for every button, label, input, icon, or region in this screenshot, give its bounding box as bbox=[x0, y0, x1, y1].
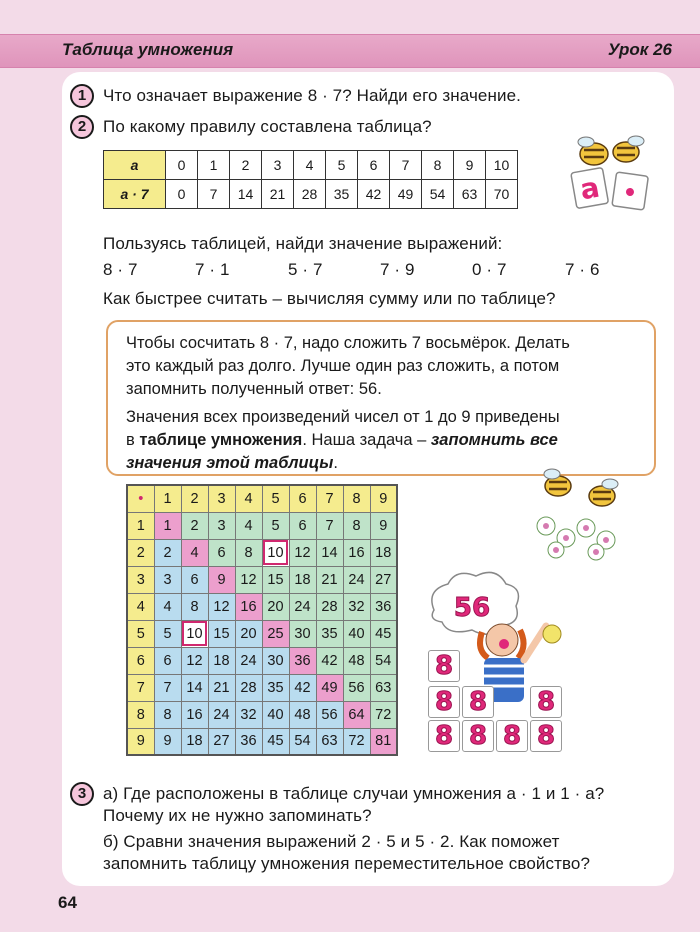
mult-cell: 8 bbox=[343, 512, 370, 539]
mult-cell: 5 bbox=[154, 620, 181, 647]
mult-row bbox=[127, 620, 397, 647]
mult-cell: 8 bbox=[235, 539, 262, 566]
expression: 7 · 9 bbox=[380, 260, 415, 279]
task-question: Как быстрее считать – вычисляя сумму или по таблице? bbox=[103, 289, 556, 308]
mult-row bbox=[127, 728, 397, 755]
mult-cell: 14 bbox=[181, 674, 208, 701]
a-cell: 0 bbox=[166, 151, 198, 180]
row-label-a7: a · 7 bbox=[104, 180, 166, 209]
mult-cell: 32 bbox=[235, 701, 262, 728]
a-cell: 10 bbox=[486, 151, 518, 180]
mult-cell: 32 bbox=[343, 593, 370, 620]
mult-cell: 24 bbox=[235, 647, 262, 674]
a-cell: 3 bbox=[262, 151, 294, 180]
mult-cell: 25 bbox=[262, 620, 289, 647]
mult-cell: 48 bbox=[343, 647, 370, 674]
rule-goal-emphasis: запомнить все bbox=[430, 431, 558, 449]
expression: 7 · 1 bbox=[195, 260, 230, 279]
a7-cell: 54 bbox=[422, 180, 454, 209]
question-3a-line-1: а) Где расположены в таблице случаи умножения a · 1 и 1 · a? bbox=[103, 784, 605, 803]
expression: 0 · 7 bbox=[472, 260, 507, 279]
mult-cell: 28 bbox=[316, 593, 343, 620]
row-label-a: a bbox=[104, 151, 166, 180]
mult-cell: 64 bbox=[343, 701, 370, 728]
mult-cell: 63 bbox=[370, 674, 397, 701]
mult-cell: 15 bbox=[262, 566, 289, 593]
mult-row bbox=[127, 593, 397, 620]
eight-card: 8 bbox=[462, 720, 494, 752]
task-intro: Пользуясь таблицей, найди значение выражений: bbox=[103, 234, 503, 253]
mult-cell: 54 bbox=[289, 728, 316, 755]
bees-flowers-illustration bbox=[528, 466, 628, 562]
mult-cell: 3 bbox=[154, 566, 181, 593]
mult-cell: 63 bbox=[316, 728, 343, 755]
mult-cell: 7 bbox=[316, 512, 343, 539]
mult-row-header: 6 bbox=[127, 647, 154, 674]
mult-cell: 30 bbox=[262, 647, 289, 674]
a7-row bbox=[104, 180, 518, 209]
eight-card: 8 bbox=[530, 720, 562, 752]
mult-cell: 56 bbox=[316, 701, 343, 728]
mult-cell: 8 bbox=[154, 701, 181, 728]
mult-cell: 3 bbox=[208, 512, 235, 539]
mult-row bbox=[127, 674, 397, 701]
mult-cell: 21 bbox=[208, 674, 235, 701]
a7-cell: 35 bbox=[326, 180, 358, 209]
letter-card-a: a bbox=[577, 170, 602, 207]
mult-cell: 4 bbox=[235, 512, 262, 539]
a7-cell: 49 bbox=[390, 180, 422, 209]
mult-row bbox=[127, 701, 397, 728]
mult-column-header: 2 bbox=[181, 485, 208, 512]
mult-cell: 12 bbox=[181, 647, 208, 674]
mult-cell: 8 bbox=[181, 593, 208, 620]
lesson-label: Урок 26 bbox=[607, 40, 672, 59]
mult-cell: 42 bbox=[289, 674, 316, 701]
mult-cell: 16 bbox=[343, 539, 370, 566]
mult-cell: 15 bbox=[208, 620, 235, 647]
a7-cell: 14 bbox=[230, 180, 262, 209]
expression: 8 · 7 bbox=[103, 260, 138, 279]
mult-cell: 24 bbox=[289, 593, 316, 620]
eight-card: 8 bbox=[428, 720, 460, 752]
expression: 7 · 6 bbox=[565, 260, 600, 279]
mult-column-header: 1 bbox=[154, 485, 181, 512]
eight-card: 8 bbox=[428, 650, 460, 682]
question-3b-line-2: запомнить таблицу умножения переместительное свойство? bbox=[103, 854, 591, 873]
page-number: 64 bbox=[58, 893, 77, 912]
question-number-2: 2 bbox=[70, 115, 94, 139]
mult-cell: 18 bbox=[370, 539, 397, 566]
mult-row-header: 5 bbox=[127, 620, 154, 647]
rule-line-4: Значения всех произведений чисел от 1 до 9 приведены bbox=[126, 408, 560, 426]
mult-row bbox=[127, 539, 397, 566]
mult-row bbox=[127, 512, 397, 539]
mult-cell: 48 bbox=[289, 701, 316, 728]
mult-cell: 10 bbox=[181, 620, 208, 647]
a7-cell: 7 bbox=[198, 180, 230, 209]
rule-line-2: это каждый раз долго. Лучше один раз сложить, а потом bbox=[126, 357, 560, 375]
a7-cell: 0 bbox=[166, 180, 198, 209]
mult-cell: 9 bbox=[154, 728, 181, 755]
mult-header-row bbox=[127, 485, 397, 512]
mult-cell: 6 bbox=[181, 566, 208, 593]
mult-column-header: 3 bbox=[208, 485, 235, 512]
a-cell: 7 bbox=[390, 151, 422, 180]
a-cell: 5 bbox=[326, 151, 358, 180]
mult-cell: 24 bbox=[343, 566, 370, 593]
mult-cell: 40 bbox=[343, 620, 370, 647]
a-times-7-table bbox=[103, 150, 518, 209]
mult-row-header: 9 bbox=[127, 728, 154, 755]
rule-text: . Наша задача – bbox=[302, 431, 431, 449]
a7-cell: 42 bbox=[358, 180, 390, 209]
mult-cell: 72 bbox=[343, 728, 370, 755]
mult-cell: 1 bbox=[154, 512, 181, 539]
mult-cell: 12 bbox=[289, 539, 316, 566]
eight-card: 8 bbox=[428, 686, 460, 718]
mult-row-header: 7 bbox=[127, 674, 154, 701]
rule-line-5 bbox=[126, 431, 558, 450]
a7-cell: 63 bbox=[454, 180, 486, 209]
mult-cell: 36 bbox=[370, 593, 397, 620]
a-cell: 8 bbox=[422, 151, 454, 180]
question-3a-line-2: Почему их не нужно запоминать? bbox=[103, 806, 372, 825]
expression: 5 · 7 bbox=[288, 260, 323, 279]
mult-cell: 16 bbox=[181, 701, 208, 728]
question-number-1: 1 bbox=[70, 84, 94, 108]
mult-column-header: 5 bbox=[262, 485, 289, 512]
mult-row-header: 2 bbox=[127, 539, 154, 566]
rule-line-6 bbox=[126, 454, 338, 473]
mult-cell: 56 bbox=[343, 674, 370, 701]
mult-row bbox=[127, 566, 397, 593]
mult-row-header: 4 bbox=[127, 593, 154, 620]
rule-line-3: запомнить полученный ответ: 56. bbox=[126, 380, 382, 398]
mult-cell: 45 bbox=[370, 620, 397, 647]
mult-row-header: 8 bbox=[127, 701, 154, 728]
rule-text: в bbox=[126, 431, 140, 449]
mult-cell: 10 bbox=[262, 539, 289, 566]
a-cell: 6 bbox=[358, 151, 390, 180]
mult-cell: 36 bbox=[235, 728, 262, 755]
mult-cell: 20 bbox=[235, 620, 262, 647]
mult-cell: 2 bbox=[154, 539, 181, 566]
multiplication-table bbox=[126, 484, 398, 756]
question-2-text: По какому правилу составлена таблица? bbox=[103, 117, 432, 136]
a7-cell: 21 bbox=[262, 180, 294, 209]
rule-line-1: Чтобы сосчитать 8 · 7, надо сложить 7 восьмёрок. Делать bbox=[126, 334, 570, 352]
mult-cell: 35 bbox=[262, 674, 289, 701]
mult-cell: 18 bbox=[208, 647, 235, 674]
mult-cell: 21 bbox=[316, 566, 343, 593]
mult-cell: 81 bbox=[370, 728, 397, 755]
a-row bbox=[104, 151, 518, 180]
mult-cell: 4 bbox=[154, 593, 181, 620]
mult-cell: 14 bbox=[316, 539, 343, 566]
mult-corner-symbol: • bbox=[127, 485, 154, 512]
mult-cell: 6 bbox=[154, 647, 181, 674]
rule-box bbox=[106, 320, 656, 476]
balloon-number-56: 56 bbox=[453, 593, 491, 623]
rule-text: . bbox=[333, 454, 338, 472]
mult-column-header: 6 bbox=[289, 485, 316, 512]
mult-cell: 27 bbox=[370, 566, 397, 593]
mult-cell: 6 bbox=[208, 539, 235, 566]
mult-cell: 45 bbox=[262, 728, 289, 755]
mult-column-header: 9 bbox=[370, 485, 397, 512]
rule-term-bold: таблице умножения bbox=[139, 431, 303, 449]
mult-cell: 30 bbox=[289, 620, 316, 647]
a-cell: 9 bbox=[454, 151, 486, 180]
mult-cell: 16 bbox=[235, 593, 262, 620]
mult-cell: 6 bbox=[289, 512, 316, 539]
bees-letter-cards-illustration bbox=[560, 132, 660, 218]
mult-cell: 42 bbox=[316, 647, 343, 674]
eight-card: 8 bbox=[462, 686, 494, 718]
question-3b-line-1: б) Сравни значения выражений 2 · 5 и 5 · 2. Как поможет bbox=[103, 832, 560, 851]
mult-cell: 24 bbox=[208, 701, 235, 728]
mult-cell: 12 bbox=[208, 593, 235, 620]
eight-card: 8 bbox=[496, 720, 528, 752]
mult-cell: 72 bbox=[370, 701, 397, 728]
mult-cell: 18 bbox=[181, 728, 208, 755]
mult-cell: 2 bbox=[181, 512, 208, 539]
mult-column-header: 7 bbox=[316, 485, 343, 512]
mult-row-header: 3 bbox=[127, 566, 154, 593]
a7-cell: 70 bbox=[486, 180, 518, 209]
section-title: Таблица умножения bbox=[62, 40, 234, 59]
mult-cell: 12 bbox=[235, 566, 262, 593]
mult-cell: 27 bbox=[208, 728, 235, 755]
mult-cell: 9 bbox=[370, 512, 397, 539]
mult-cell: 35 bbox=[316, 620, 343, 647]
mult-cell: 40 bbox=[262, 701, 289, 728]
mult-cell: 54 bbox=[370, 647, 397, 674]
mult-cell: 36 bbox=[289, 647, 316, 674]
mult-cell: 49 bbox=[316, 674, 343, 701]
mult-cell: 5 bbox=[262, 512, 289, 539]
a7-cell: 28 bbox=[294, 180, 326, 209]
mult-cell: 7 bbox=[154, 674, 181, 701]
mult-column-header: 8 bbox=[343, 485, 370, 512]
question-number-3: 3 bbox=[70, 782, 94, 806]
mult-cell: 9 bbox=[208, 566, 235, 593]
mult-cell: 4 bbox=[181, 539, 208, 566]
a-cell: 1 bbox=[198, 151, 230, 180]
a-cell: 2 bbox=[230, 151, 262, 180]
mult-row-header: 1 bbox=[127, 512, 154, 539]
mult-cell: 18 bbox=[289, 566, 316, 593]
a-cell: 4 bbox=[294, 151, 326, 180]
mult-column-header: 4 bbox=[235, 485, 262, 512]
eight-card: 8 bbox=[530, 686, 562, 718]
mult-row bbox=[127, 647, 397, 674]
rule-goal-emphasis: значения этой таблицы bbox=[126, 454, 334, 472]
question-1-text: Что означает выражение 8 · 7? Найди его значение. bbox=[103, 86, 521, 105]
mult-cell: 20 bbox=[262, 593, 289, 620]
mult-cell: 28 bbox=[235, 674, 262, 701]
